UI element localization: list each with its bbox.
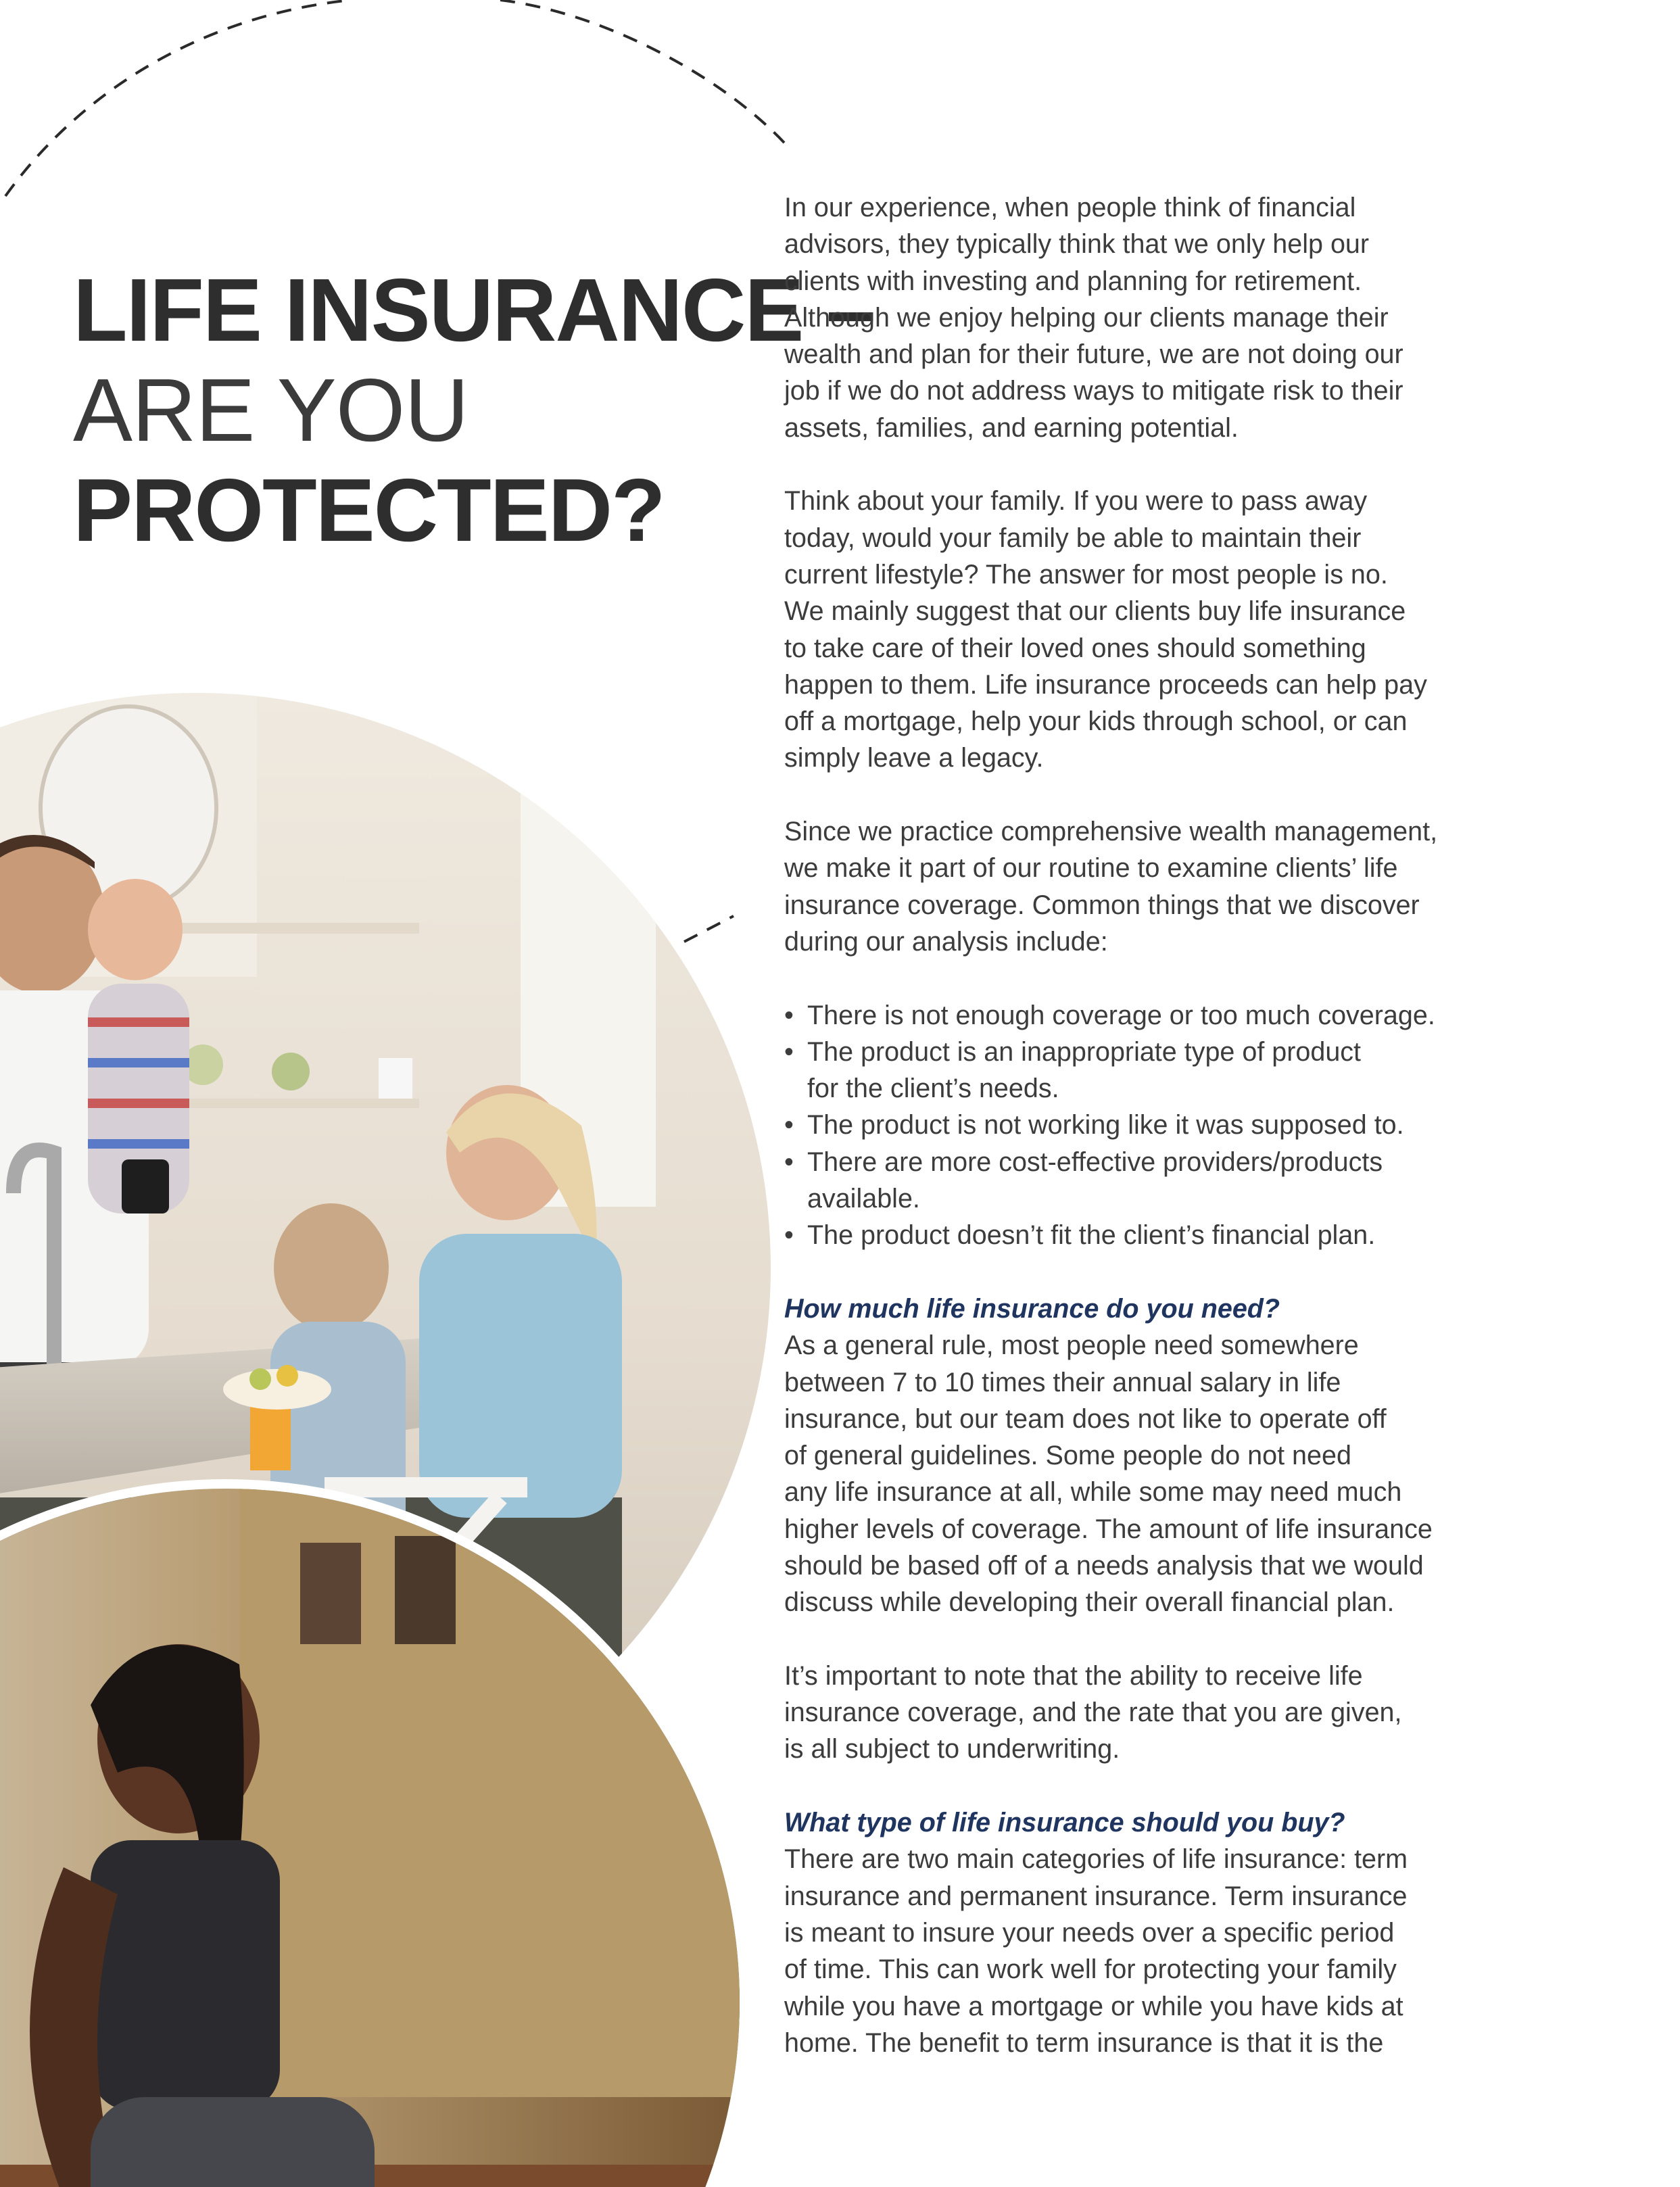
text-line: insurance and permanent insurance. Term insurance [784, 1881, 1408, 1911]
text-line: for the client’s needs. [807, 1074, 1059, 1104]
text-line: • The product is not working like it was supposed to. [807, 1110, 1404, 1140]
text-line: wealth and plan for their future, we are not doing our [784, 339, 1403, 370]
text-line: happen to them. Life insurance proceeds can help pay [784, 669, 1427, 700]
text-line: during our analysis include: [784, 926, 1108, 957]
text-line: between 7 to 10 times their annual salary in life [784, 1367, 1341, 1397]
text-line: advisors, they typically think that we only help our [784, 229, 1370, 260]
text-line: home. The benefit to term insurance is that it is the [784, 2027, 1384, 2058]
text-line: current lifestyle? The answer for most people is no. [784, 559, 1388, 590]
analysis-paragraph [784, 813, 1460, 960]
text-line: insurance coverage. Common things that we discover [784, 890, 1420, 920]
text-line: insurance coverage, and the rate that you are given, [784, 1698, 1402, 1728]
text-line: while you have a mortgage or while you have kids at [784, 1991, 1403, 2021]
list-item [784, 1107, 1460, 1143]
text-line: Although we enjoy helping our clients manage their [784, 302, 1389, 333]
list-item [784, 1034, 1460, 1107]
text-line: job if we do not address ways to mitigate risk to their [784, 376, 1403, 406]
intro-paragraph [784, 189, 1460, 446]
text-line: of time. This can work well for protecting your family [784, 1954, 1397, 1985]
text-line: should be based off of a needs analysis that we would [784, 1550, 1424, 1581]
title-line-3: PROTECTED? [73, 460, 665, 560]
title-line-1: LIFE INSURANCE – [73, 260, 875, 360]
family-paragraph [784, 483, 1460, 776]
text-line: insurance, but our team does not like to operate off [784, 1403, 1387, 1434]
list-item [784, 1217, 1460, 1253]
text-line: discuss while developing their overall financial plan. [784, 1587, 1395, 1618]
text-line: assets, families, and earning potential. [784, 412, 1239, 443]
what-type-section [784, 1804, 1460, 2061]
text-line: There are two main categories of life insurance: term [784, 1844, 1408, 1875]
text-line: • The product doesn’t fit the client’s financial plan. [807, 1220, 1376, 1251]
text-line: today, would your family be able to maintain their [784, 523, 1362, 553]
text-line: • There is not enough coverage or too much coverage. [807, 1000, 1435, 1030]
text-line: is meant to insure your needs over a specific period [784, 1917, 1395, 1948]
text-line: We mainly suggest that our clients buy life insurance [784, 596, 1406, 627]
text-line: Since we practice comprehensive wealth management, [784, 817, 1438, 847]
text-line: to take care of their loved ones should something [784, 633, 1366, 663]
text-line: In our experience, when people think of financial [784, 193, 1356, 222]
text-line: we make it part of our routine to examine clients’ life [784, 853, 1398, 884]
section-heading: How much life insurance do you need? [784, 1293, 1280, 1324]
list-item [784, 997, 1460, 1034]
text-line: available. [807, 1184, 920, 1214]
text-line: simply leave a legacy. [784, 743, 1044, 773]
article-body [784, 189, 1460, 2098]
text-line: of general guidelines. Some people do not need [784, 1441, 1351, 1471]
section-heading: What type of life insurance should you buy? [784, 1808, 1345, 1838]
text-line: off a mortgage, help your kids through school, or can [784, 706, 1408, 737]
title-line-2: ARE YOU [73, 360, 469, 460]
text-line: • The product is an inappropriate type of product [807, 1036, 1362, 1067]
text-line: Think about your family. If you were to pass away [784, 486, 1368, 516]
text-line: higher levels of coverage. The amount of life insurance [784, 1514, 1433, 1544]
text-line: clients with investing and planning for retirement. [784, 266, 1362, 296]
text-line: is all subject to underwriting. [784, 1734, 1120, 1764]
how-much-section [784, 1291, 1460, 1621]
text-line: It’s important to note that the ability to receive life [784, 1660, 1363, 1691]
page-title [73, 260, 875, 560]
text-line: any life insurance at all, while some may need much [784, 1477, 1402, 1508]
text-line: • There are more cost-effective providers/products [807, 1147, 1383, 1177]
underwriting-paragraph [784, 1658, 1460, 1768]
findings-list [784, 997, 1460, 1254]
list-item [784, 1144, 1460, 1218]
text-line: As a general rule, most people need somewhere [784, 1330, 1359, 1361]
